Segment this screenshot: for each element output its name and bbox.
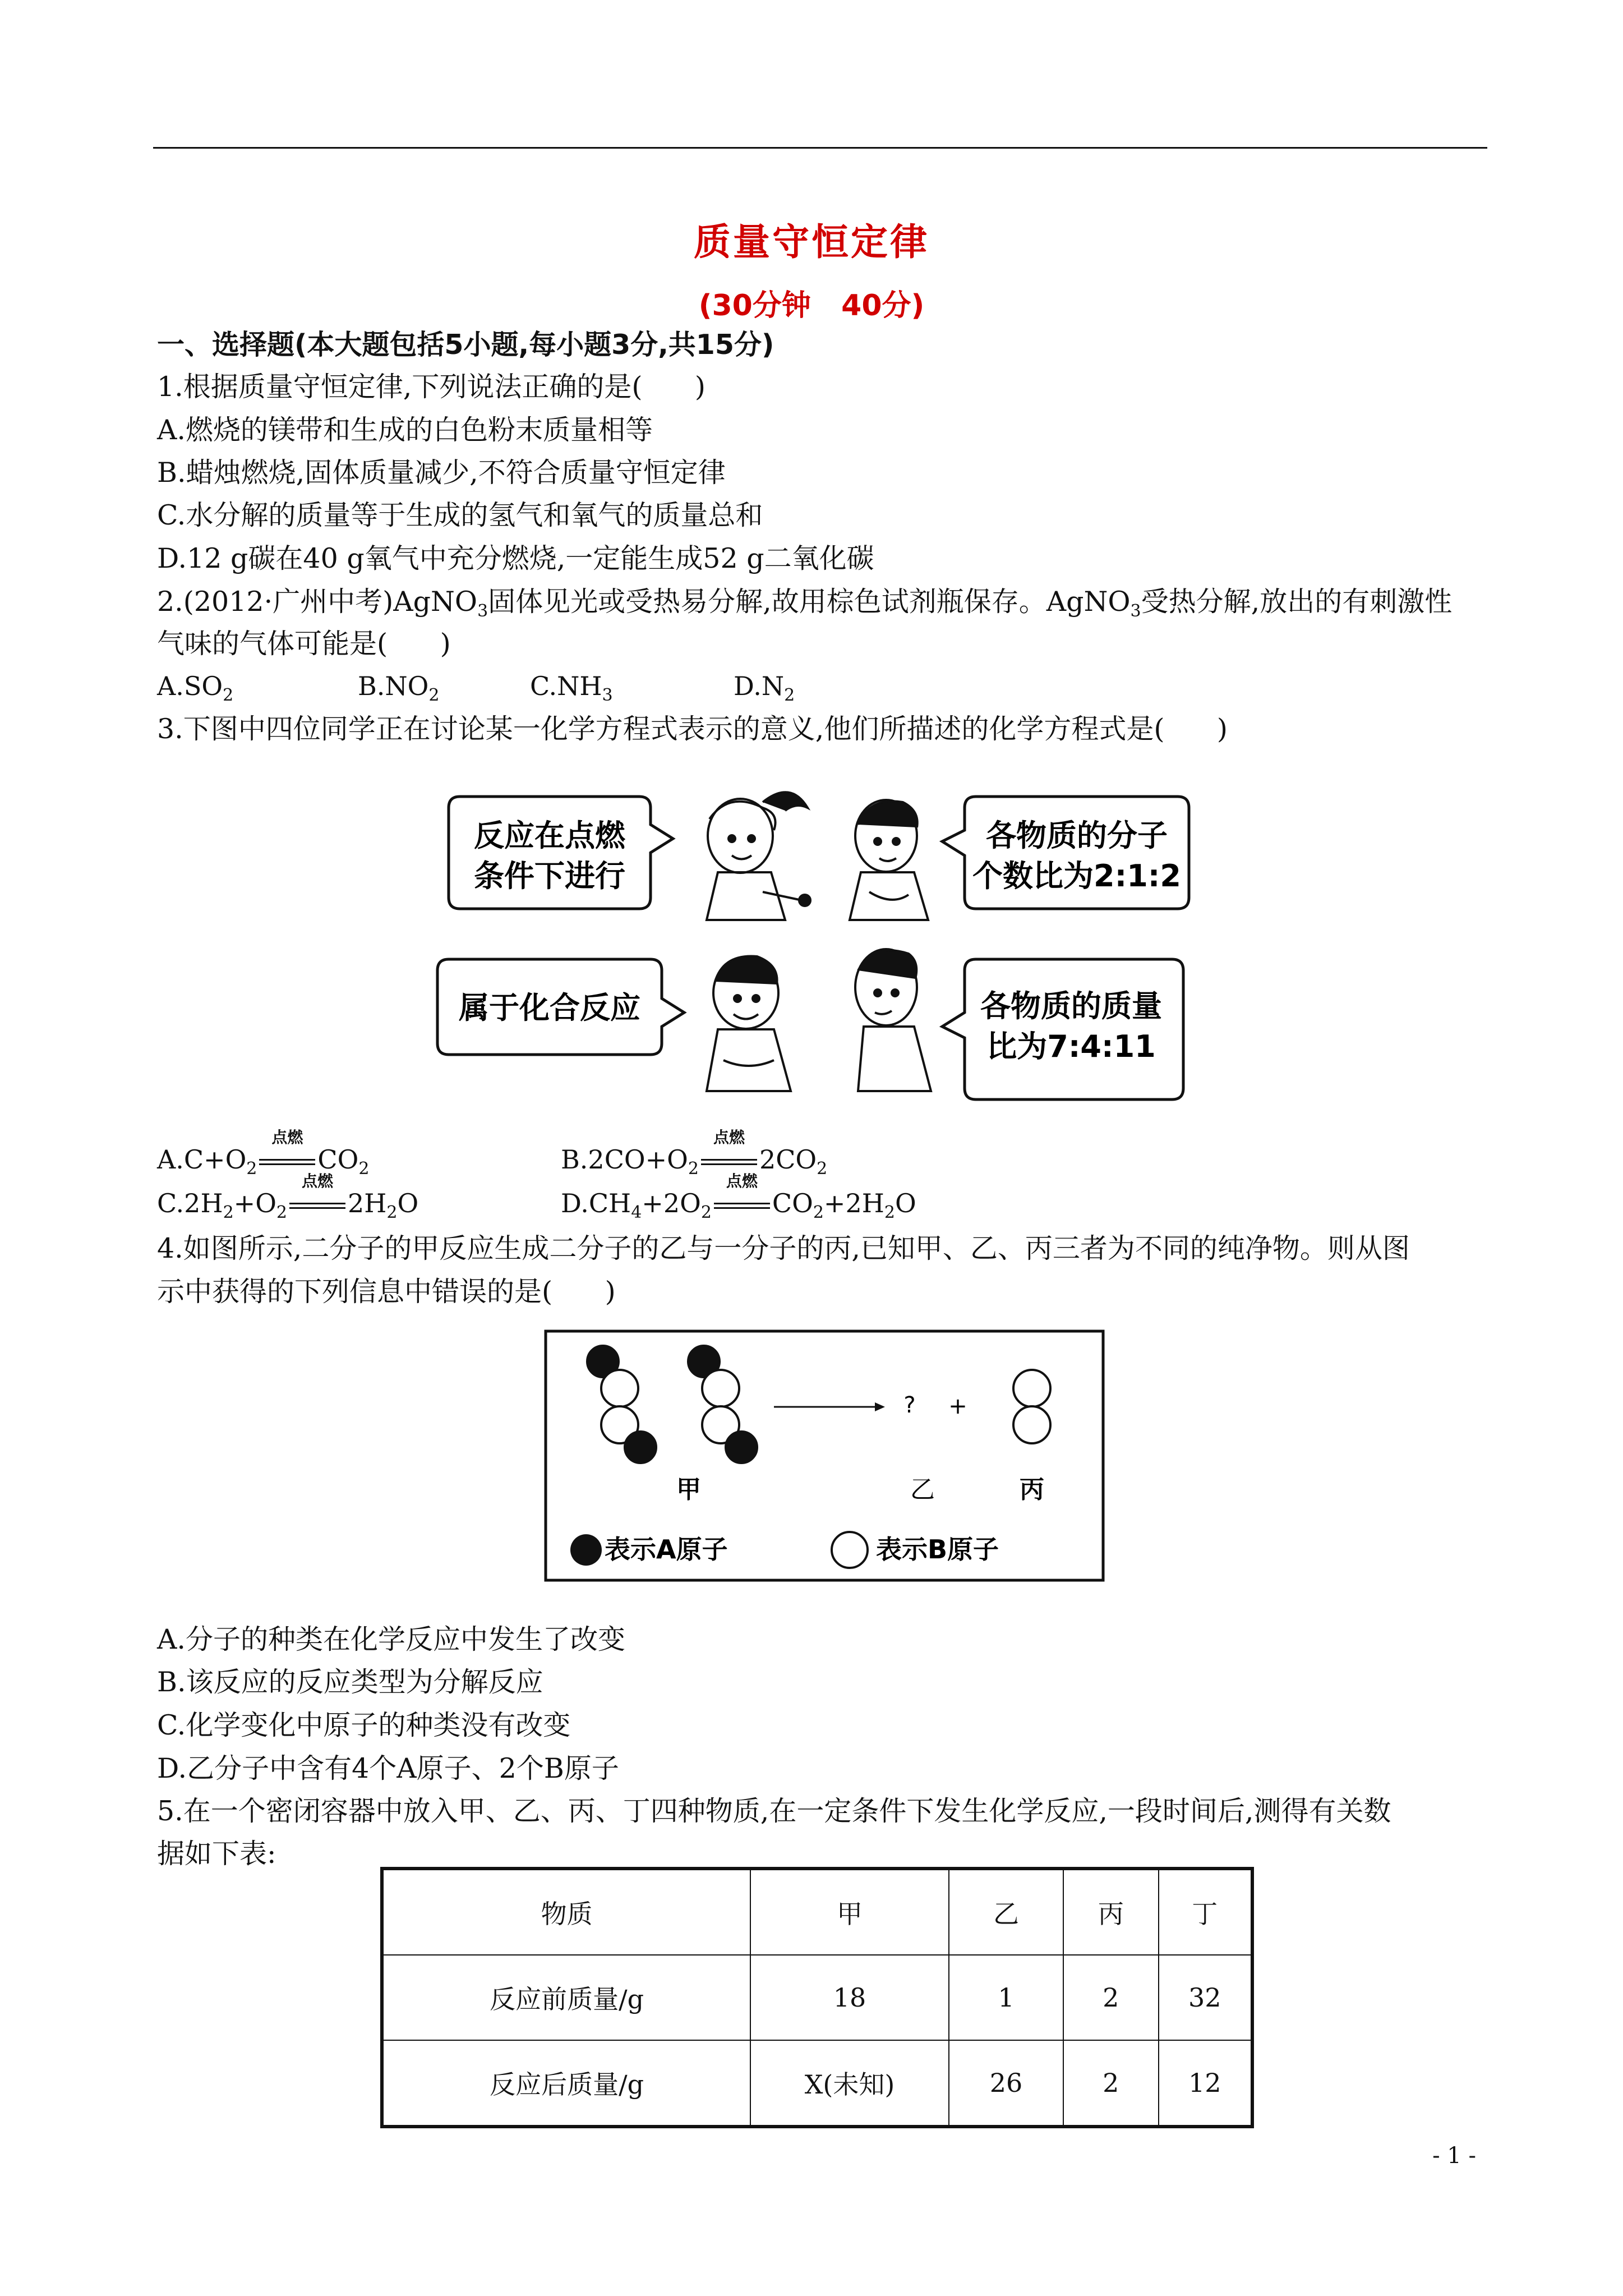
- table-cell: X(未知): [750, 2040, 949, 2127]
- q2-option-c: $C.NH_3$: [530, 671, 613, 705]
- unknown-product-mark: ?: [903, 1392, 916, 1418]
- speech-bubble-2: [942, 797, 1189, 909]
- condition-label: 点燃: [271, 1128, 303, 1147]
- bubble3-text: 属于化合反应: [459, 990, 640, 1025]
- q3-option-a: $A.C+O_2$ 点燃 $CO_2$: [157, 1144, 369, 1179]
- q5-stem-line2: 据如下表:: [157, 1838, 276, 1870]
- page-subtitle: (30分钟 40分): [698, 289, 925, 323]
- bubble2-line1: 各物质的分子: [986, 818, 1168, 853]
- section-heading: 一、选择题(本大题包括5小题,每小题3分,共15分): [157, 329, 774, 361]
- bubble2-line2: 个数比为2:1:2: [972, 858, 1181, 894]
- table-cell: 2: [1063, 2040, 1158, 2127]
- bubble1-line1: 反应在点燃: [474, 818, 625, 853]
- table-cell: 反应后质量/g: [382, 2040, 750, 2127]
- q3-stem: 3.下图中四位同学正在讨论某一化学方程式表示的意义,他们所描述的化学方程式是( ): [157, 713, 1228, 745]
- speech-bubble-3: [437, 959, 684, 1055]
- student-girl-icon: [707, 792, 810, 920]
- plus-sign: +: [948, 1393, 967, 1419]
- page-title: 质量守恒定律: [694, 220, 929, 264]
- student-boy-icon-1: [850, 800, 928, 920]
- condition-label: 点燃: [726, 1172, 758, 1190]
- student-boy-icon-2: [707, 956, 791, 1091]
- q1-option-d: D.12 g碳在40 g氧气中充分燃烧,一定能生成52 g二氧化碳: [157, 542, 874, 574]
- label-bing: 丙: [1020, 1475, 1044, 1504]
- header-rule: [153, 147, 1487, 149]
- speech-bubble-4: [942, 959, 1183, 1099]
- table-cell: 1: [949, 1955, 1063, 2040]
- page-number: - 1 -: [1432, 2143, 1476, 2169]
- legend-atom-b-label: 表示B原子: [876, 1534, 999, 1565]
- student-boy-icon-3: [855, 949, 931, 1091]
- q1-option-c: C.水分解的质量等于生成的氢气和氧气的质量总和: [157, 499, 763, 531]
- bubble1-line2: 条件下进行: [474, 858, 625, 894]
- q1-option-b: B.蜡烛燃烧,固体质量减少,不符合质量守恒定律: [157, 457, 726, 489]
- q2-option-a: $A.SO_2$: [157, 671, 234, 705]
- table-cell: 反应前质量/g: [382, 1955, 750, 2040]
- legend-atom-b-icon: [832, 1532, 868, 1568]
- q2-option-b: $B.NO_2$: [358, 671, 440, 705]
- q1-stem: 1.根据质量守恒定律,下列说法正确的是( ): [157, 371, 706, 403]
- table-cell: 12: [1159, 2040, 1253, 2127]
- q2-stem-line1: 2.(2012·广州中考)AgNO$_3$固体见光或受热易分解,故用棕色试剂瓶保存。AgNO$_3$受热分解,放出的有刺激性: [157, 586, 1453, 621]
- table-header-cell: 乙: [949, 1869, 1063, 1955]
- condition-label: 点燃: [713, 1128, 745, 1147]
- q3-option-d: $D.CH_4+2O_2$ 点燃 $CO_2+2H_2O$: [561, 1188, 916, 1222]
- label-jia: 甲: [676, 1475, 701, 1504]
- table-header-row: [382, 1869, 1252, 1955]
- table-row: [382, 1955, 1252, 2040]
- q4-stem-line2: 示中获得的下列信息中错误的是( ): [157, 1276, 616, 1308]
- label-yi: 乙: [910, 1475, 935, 1504]
- q4-stem-line1: 4.如图所示,二分子的甲反应生成二分子的乙与一分子的丙,已知甲、乙、丙三者为不同的纯净物。则从图: [157, 1232, 1410, 1264]
- bubble4-line1: 各物质的质量: [980, 988, 1162, 1024]
- q3-discussion-illustration: [426, 785, 1211, 1111]
- table-header-cell: 丁: [1159, 1869, 1253, 1955]
- table-cell: 32: [1159, 1955, 1253, 2040]
- q4-option-c: C.化学变化中原子的种类没有改变: [157, 1709, 571, 1741]
- q5-stem-line1: 5.在一个密闭容器中放入甲、乙、丙、丁四种物质,在一定条件下发生化学反应,一段时间后,测得有关数: [157, 1795, 1391, 1827]
- bubble4-line2: 比为7:4:11: [986, 1029, 1156, 1064]
- table-header-cell: 甲: [750, 1869, 949, 1955]
- q4-option-b: B.该反应的反应类型为分解反应: [157, 1666, 543, 1698]
- q1-option-a: A.燃烧的镁带和生成的白色粉末质量相等: [157, 414, 653, 446]
- table-cell: 26: [949, 2040, 1063, 2127]
- q2-stem-line2: 气味的气体可能是( ): [157, 628, 451, 660]
- q4-molecule-diagram: [544, 1329, 1105, 1582]
- table-header-cell: 丙: [1063, 1869, 1158, 1955]
- q4-option-a: A.分子的种类在化学反应中发生了改变: [157, 1623, 625, 1655]
- q2-option-d: $D.N_2$: [734, 671, 795, 705]
- table-cell: 2: [1063, 1955, 1158, 2040]
- q3-option-b: $B.2CO+O_2$ 点燃 $2CO_2$: [561, 1144, 827, 1179]
- q5-mass-table: [380, 1867, 1254, 2128]
- speech-bubble-1: [449, 797, 673, 909]
- q3-option-c: $C.2H_2+O_2$ 点燃 $2H_2O$: [157, 1188, 418, 1222]
- table-row: [382, 2040, 1252, 2127]
- q4-option-d: D.乙分子中含有4个A原子、2个B原子: [157, 1752, 619, 1784]
- table-header-cell: 物质: [382, 1869, 750, 1955]
- legend-atom-a-label: 表示A原子: [605, 1534, 728, 1565]
- legend-atom-a-icon: [570, 1534, 602, 1566]
- table-cell: 18: [750, 1955, 949, 2040]
- condition-label: 点燃: [302, 1172, 334, 1190]
